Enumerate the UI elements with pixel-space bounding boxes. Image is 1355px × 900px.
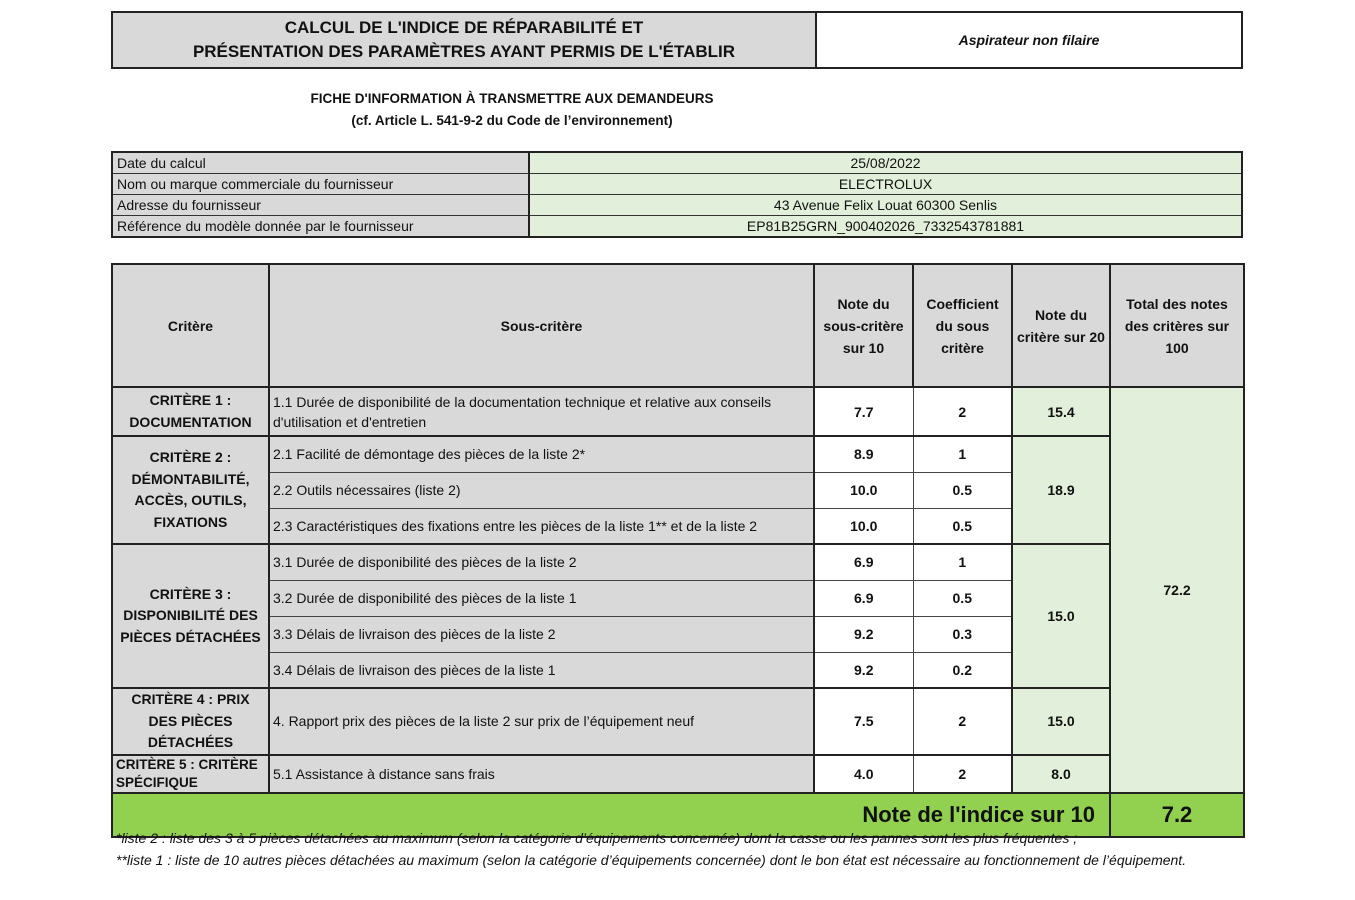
title-line-2: PRÉSENTATION DES PARAMÈTRES AYANT PERMIS DE L'ÉTABLIR [192, 42, 736, 61]
sub-criterion-coef: 0.5 [913, 472, 1012, 508]
sub-criterion-label: 2.1 Facilité de démontage des pièces de la liste 2* [269, 436, 814, 472]
info-label: Date du calcul [112, 152, 529, 174]
sub-criterion-coef: 1 [913, 544, 1012, 580]
subtitle [250, 88, 774, 132]
info-value: ELECTROLUX [529, 174, 1242, 195]
info-label: Adresse du fournisseur [112, 195, 529, 216]
sub-criterion-coef: 2 [913, 755, 1012, 793]
header-sous-critere: Sous-critère [269, 264, 814, 387]
header-note-sous-critere: Note du sous-critère sur 10 [814, 264, 913, 387]
info-row [112, 152, 1242, 174]
criterion-score: 15.4 [1012, 387, 1110, 436]
sub-criterion-coef: 0.3 [913, 616, 1012, 652]
info-row [112, 195, 1242, 216]
criterion-score: 15.0 [1012, 688, 1110, 755]
sub-criterion-label: 4. Rapport prix des pièces de la liste 2 sur prix de l’équipement neuf [269, 688, 814, 755]
info-value: EP81B25GRN_900402026_7332543781881 [529, 216, 1242, 238]
sub-criterion-note: 6.9 [814, 544, 913, 580]
info-label: Référence du modèle donnée par le fournisseur [112, 216, 529, 238]
table-row [112, 755, 1244, 793]
sub-criterion-label: 3.2 Durée de disponibilité des pièces de la liste 1 [269, 580, 814, 616]
sub-criterion-note: 7.5 [814, 688, 913, 755]
sub-criterion-note: 7.7 [814, 387, 913, 436]
header-coefficient: Coefficient du sous critère [913, 264, 1012, 387]
sub-criterion-note: 8.9 [814, 436, 913, 472]
sub-criterion-coef: 0.5 [913, 508, 1012, 544]
table-row [112, 688, 1244, 755]
final-score-value: 7.2 [1110, 793, 1244, 837]
sub-criterion-label: 1.1 Durée de disponibilité de la documentation technique et relative aux conseils d'utilisation et d'entretien [269, 387, 814, 436]
sub-criterion-coef: 0.5 [913, 580, 1012, 616]
criterion-score: 15.0 [1012, 544, 1110, 688]
criterion-name: CRITÈRE 3 : DISPONIBILITÉ DES PIÈCES DÉTACHÉES [112, 544, 269, 688]
table-row [112, 544, 1244, 580]
supplier-info-table [111, 151, 1243, 238]
criterion-name: CRITÈRE 1 : DOCUMENTATION [112, 387, 269, 436]
footnotes [116, 827, 1236, 871]
footnote-liste-2: *liste 2 : liste des 3 à 5 pièces détachées au maximum (selon la catégorie d’équipements concernée) dont la casse ou les pannes sont les plus fréquentes ; [116, 830, 1078, 846]
total-score-100: 72.2 [1110, 387, 1244, 793]
subtitle-line-1: FICHE D'INFORMATION À TRANSMETTRE AUX DEMANDEURS [310, 91, 714, 106]
sub-criterion-coef: 0.2 [913, 652, 1012, 688]
sub-criterion-label: 3.3 Délais de livraison des pièces de la liste 2 [269, 616, 814, 652]
sub-criterion-note: 10.0 [814, 472, 913, 508]
header-note-critere: Note du critère sur 20 [1012, 264, 1110, 387]
repairability-score-table [111, 263, 1245, 838]
info-label: Nom ou marque commerciale du fournisseur [112, 174, 529, 195]
sub-criterion-note: 9.2 [814, 652, 913, 688]
sub-criterion-label: 3.4 Délais de livraison des pièces de la liste 1 [269, 652, 814, 688]
criterion-score: 8.0 [1012, 755, 1110, 793]
sub-criterion-note: 10.0 [814, 508, 913, 544]
subtitle-line-2: (cf. Article L. 541-9-2 du Code de l’environnement) [351, 113, 673, 128]
sub-criterion-label: 2.2 Outils nécessaires (liste 2) [269, 472, 814, 508]
document-header [111, 11, 1243, 69]
sub-criterion-note: 9.2 [814, 616, 913, 652]
final-score-label: Note de l'indice sur 10 [112, 793, 1110, 837]
info-value: 43 Avenue Felix Louat 60300 Senlis [529, 195, 1242, 216]
sub-criterion-coef: 1 [913, 436, 1012, 472]
sub-criterion-label: 2.3 Caractéristiques des fixations entre les pièces de la liste 1** et de la liste 2 [269, 508, 814, 544]
sub-criterion-coef: 2 [913, 387, 1012, 436]
header-critere: Critère [112, 264, 269, 387]
criterion-name: CRITÈRE 5 : CRITÈRE SPÉCIFIQUE [112, 755, 269, 793]
sub-criterion-note: 6.9 [814, 580, 913, 616]
sub-criterion-note: 4.0 [814, 755, 913, 793]
table-row [112, 436, 1244, 472]
document-title [113, 13, 817, 67]
criterion-name: CRITÈRE 2 : DÉMONTABILITÉ, ACCÈS, OUTILS, FIXATIONS [112, 436, 269, 544]
table-header-row [112, 264, 1244, 387]
info-value: 25/08/2022 [529, 152, 1242, 174]
sub-criterion-label: 5.1 Assistance à distance sans frais [269, 755, 814, 793]
header-total: Total des notes des critères sur 100 [1110, 264, 1244, 387]
product-type: Aspirateur non filaire [958, 32, 1100, 48]
title-line-1: CALCUL DE L'INDICE DE RÉPARABILITÉ ET [284, 18, 644, 37]
criterion-name: CRITÈRE 4 : PRIX DES PIÈCES DÉTACHÉES [112, 688, 269, 755]
table-row [112, 387, 1244, 436]
sub-criterion-label: 3.1 Durée de disponibilité des pièces de la liste 2 [269, 544, 814, 580]
info-row [112, 174, 1242, 195]
info-row [112, 216, 1242, 238]
footnote-liste-1: **liste 1 : liste de 10 autres pièces détachées au maximum (selon la catégorie d’équipements concernée) dont le bon état est nécessaire au fonctionnement de l’équipement. [116, 852, 1187, 868]
criterion-score: 18.9 [1012, 436, 1110, 544]
sub-criterion-coef: 2 [913, 688, 1012, 755]
